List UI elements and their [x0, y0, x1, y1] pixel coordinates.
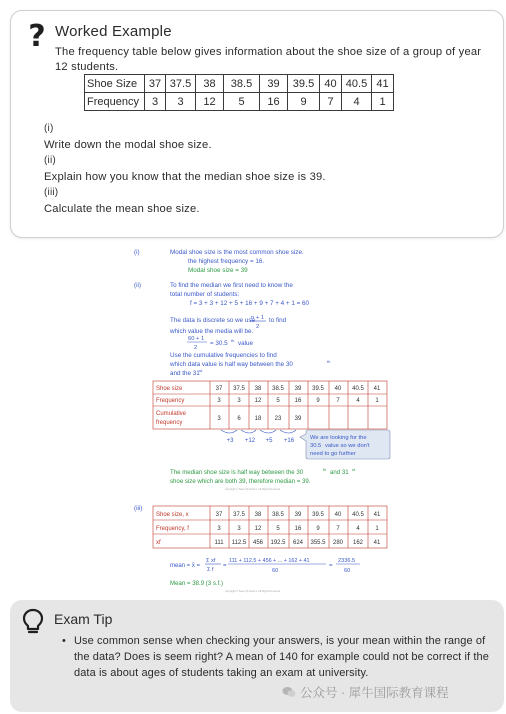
table-cell: 9	[288, 93, 320, 111]
sol-cell: 39.5	[312, 512, 324, 518]
wechat-icon	[282, 686, 296, 698]
callout-text: We are looking for the	[310, 435, 367, 441]
table-row	[85, 93, 394, 111]
sol-conclusion: shoe size which are both 39, therefore median = 39.	[170, 478, 311, 485]
solution-figure	[120, 242, 400, 594]
sol-cell: 38.5	[272, 512, 284, 518]
sol-cell: 3	[217, 526, 221, 532]
part-label: (i)	[44, 123, 54, 134]
sol-cell: 3	[237, 398, 241, 404]
table-cell: 12	[196, 93, 224, 111]
equals-sign: =	[223, 563, 227, 569]
sol-frac-den: 2	[194, 345, 198, 351]
sol-cell: 3	[237, 526, 241, 532]
sol-cell: 3	[217, 416, 221, 422]
sol-cell: 40	[334, 512, 342, 518]
sol-cell: 16	[294, 526, 302, 532]
sol-cell: 40.5	[352, 386, 364, 392]
sol-frac-num: 111 + 112.5 + 456 + ... + 162 + 41	[229, 558, 310, 564]
sol-cell: 37	[215, 512, 223, 518]
sol-table-header: xf	[156, 540, 161, 546]
watermark-text: 公众号 · 犀牛国际教育课程	[300, 686, 449, 700]
sol-text: to find	[269, 317, 287, 324]
sol-cell: 12	[254, 398, 262, 404]
solution-svg	[120, 242, 400, 594]
sol-cell: 6	[237, 416, 241, 422]
sol-cell: 5	[276, 526, 280, 532]
increment-arrows	[221, 430, 296, 433]
sol-part-iii-label: (iii)	[134, 505, 143, 512]
sol-text: Modal shoe size is the most common shoe size.	[170, 249, 304, 256]
sol-text: value	[238, 340, 254, 347]
sol-frac-den: Σ f	[207, 567, 214, 573]
table-cell: 41	[372, 75, 394, 93]
sol-text: which value the media will be.	[170, 328, 254, 335]
sol-cell: 41	[373, 386, 381, 392]
sol-conclusion: and 31	[330, 469, 349, 476]
sol-text: f = 3 + 3 + 12 + 5 + 16 + 9 + 7 + 4 + 1 = 60	[190, 300, 310, 307]
table-cell: 39.5	[288, 75, 320, 93]
table-cell: 3	[145, 93, 166, 111]
bullet-icon: •	[62, 635, 66, 647]
sol-cell: 40	[334, 386, 342, 392]
sol-cell: 18	[254, 416, 262, 422]
sol-frac-den: 60	[272, 568, 279, 574]
sol-cell: 40.5	[352, 512, 364, 518]
sol-text: the highest frequency = 16.	[188, 258, 265, 265]
table-cell: 7	[320, 93, 342, 111]
sol-frac-num: 2336.5	[338, 558, 356, 564]
sol-cell: 41	[373, 540, 381, 546]
sol-cell: 112.5	[231, 540, 247, 546]
sol-table-header: Shoe size, x	[156, 512, 189, 518]
sol-cell: 37	[215, 386, 223, 392]
sol-frac-num: Σ xf	[206, 558, 216, 564]
sol-sup: st	[199, 368, 203, 373]
sol-cell: 12	[254, 526, 262, 532]
sol-cell: 38.5	[272, 386, 284, 392]
copyright-text: Copyright © Save My Exams. All Rights Reserved	[225, 590, 281, 593]
sol-cell: 38	[254, 386, 262, 392]
question-mark-icon: ?	[28, 19, 46, 54]
sol-cell: 39	[294, 512, 302, 518]
copyright-text: Copyright © Save My Exams. All Rights Reserved	[225, 488, 281, 491]
sol-text: and the 31	[170, 370, 200, 377]
sol-cell: 38	[254, 512, 262, 518]
sol-table-header: Frequency, f	[156, 526, 189, 532]
sol-cell: 4	[356, 398, 360, 404]
sol-table-header: frequency	[156, 420, 183, 426]
sol-cell: 111	[214, 540, 224, 546]
sol-cell: 23	[274, 416, 282, 422]
table-cell: 37	[145, 75, 166, 93]
increment-label: +5	[265, 438, 273, 444]
part-text: Write down the modal shoe size.	[44, 139, 212, 151]
increment-label: +3	[226, 438, 234, 444]
sol-part-i-label: (i)	[134, 249, 140, 256]
table-cell: 3	[166, 93, 196, 111]
frequency-table	[84, 74, 394, 111]
part-label: (ii)	[44, 155, 56, 166]
sol-cell: 456	[252, 540, 264, 546]
sol-sup: th	[323, 467, 327, 472]
sol-cell: 162	[352, 540, 364, 546]
table-cell: 38.5	[224, 75, 260, 93]
sol-frac-den: 60	[344, 568, 351, 574]
sol-cell: 192.5	[270, 540, 286, 546]
part-text: Calculate the mean shoe size.	[44, 203, 200, 215]
sol-text: total number of students:	[170, 291, 240, 298]
sol-cell: 3	[217, 398, 221, 404]
watermark	[282, 683, 449, 701]
sol-cell: 5	[276, 398, 280, 404]
mean-lhs: mean = x̄ =	[170, 563, 201, 569]
sol-cell: 39	[294, 416, 302, 422]
sol-frac-den: 2	[256, 324, 260, 330]
table-cell: 40.5	[342, 75, 372, 93]
table-cell: 38	[196, 75, 224, 93]
table-cell: 4	[342, 93, 372, 111]
sol-table-header: Frequency	[156, 398, 185, 404]
part-text: Explain how you know that the median shoe size is 39.	[44, 171, 326, 183]
table-cell: 5	[224, 93, 260, 111]
mean-result: Mean = 38.9 (3 s.f.)	[170, 580, 224, 587]
callout-text: need to go further	[310, 451, 356, 457]
sol-text: To find the median we first need to know the	[170, 282, 293, 289]
sol-frac-num: n + 1	[251, 315, 265, 321]
sol-sup: st	[352, 467, 356, 472]
sol-sup: th	[231, 338, 235, 343]
sol-table-header: Shoe size	[156, 386, 183, 392]
sol-text: = 30.5	[210, 340, 228, 347]
exam-tip-title: Exam Tip	[54, 611, 113, 627]
sol-cell: 16	[294, 398, 302, 404]
table-header-shoe-size: Shoe Size	[85, 75, 145, 93]
sol-cell: 280	[332, 540, 344, 546]
part-label: (iii)	[44, 187, 59, 198]
sol-cell: 4	[356, 526, 360, 532]
sol-cell: 1	[375, 526, 379, 532]
sol-text: The data is discrete so we use	[170, 317, 256, 324]
question-parts	[44, 121, 326, 217]
sol-cell: 37.5	[233, 512, 245, 518]
sol-cell: 7	[336, 526, 340, 532]
sol-cell: 39.5	[312, 386, 324, 392]
exam-tip-text: Use common sense when checking your answers, is your mean within the range of the data? Does is seem right? A mean of 140 for example could not be correct if the data is about ages of students taking an exam at university.	[74, 635, 489, 679]
table-cell: 1	[372, 93, 394, 111]
sol-cell: 355.5	[310, 540, 326, 546]
sol-cell: 7	[336, 398, 340, 404]
sol-part-ii-label: (ii)	[134, 282, 141, 289]
lightbulb-icon	[22, 608, 44, 636]
sol-conclusion: The median shoe size is half way between the 30	[170, 469, 304, 476]
sol-frac-num: 60 + 1	[188, 336, 205, 342]
increment-label: +12	[244, 438, 256, 444]
sol-text: Use the cumulative frequencies to find	[170, 352, 277, 359]
callout-text: 30.5	[310, 443, 322, 449]
table-header-frequency: Frequency	[85, 93, 145, 111]
sol-cell: 624	[292, 540, 304, 546]
sol-sup: th	[327, 359, 331, 364]
sol-cell: 41	[373, 512, 381, 518]
sol-cell: 37.5	[233, 386, 245, 392]
table-cell: 16	[260, 93, 288, 111]
table-row	[85, 75, 394, 93]
sol-cell: 1	[375, 398, 379, 404]
table-cell: 40	[320, 75, 342, 93]
equals-sign: =	[329, 563, 333, 569]
sol-text: which data value is half way between the 30	[170, 361, 293, 368]
sol-cell: 9	[316, 526, 320, 532]
table-cell: 39	[260, 75, 288, 93]
worked-example-title: Worked Example	[55, 23, 172, 40]
callout-text: value so we don't	[325, 443, 370, 449]
sol-table-header: Cumulative	[156, 411, 187, 417]
increment-label: +16	[283, 438, 295, 444]
sol-text: Modal shoe size = 39	[188, 267, 248, 274]
worked-example-intro: The frequency table below gives information about the shoe size of a group of year 12 students.	[55, 46, 482, 73]
sol-cell: 9	[316, 398, 320, 404]
sol-cell: 39	[294, 386, 302, 392]
table-cell: 37.5	[166, 75, 196, 93]
